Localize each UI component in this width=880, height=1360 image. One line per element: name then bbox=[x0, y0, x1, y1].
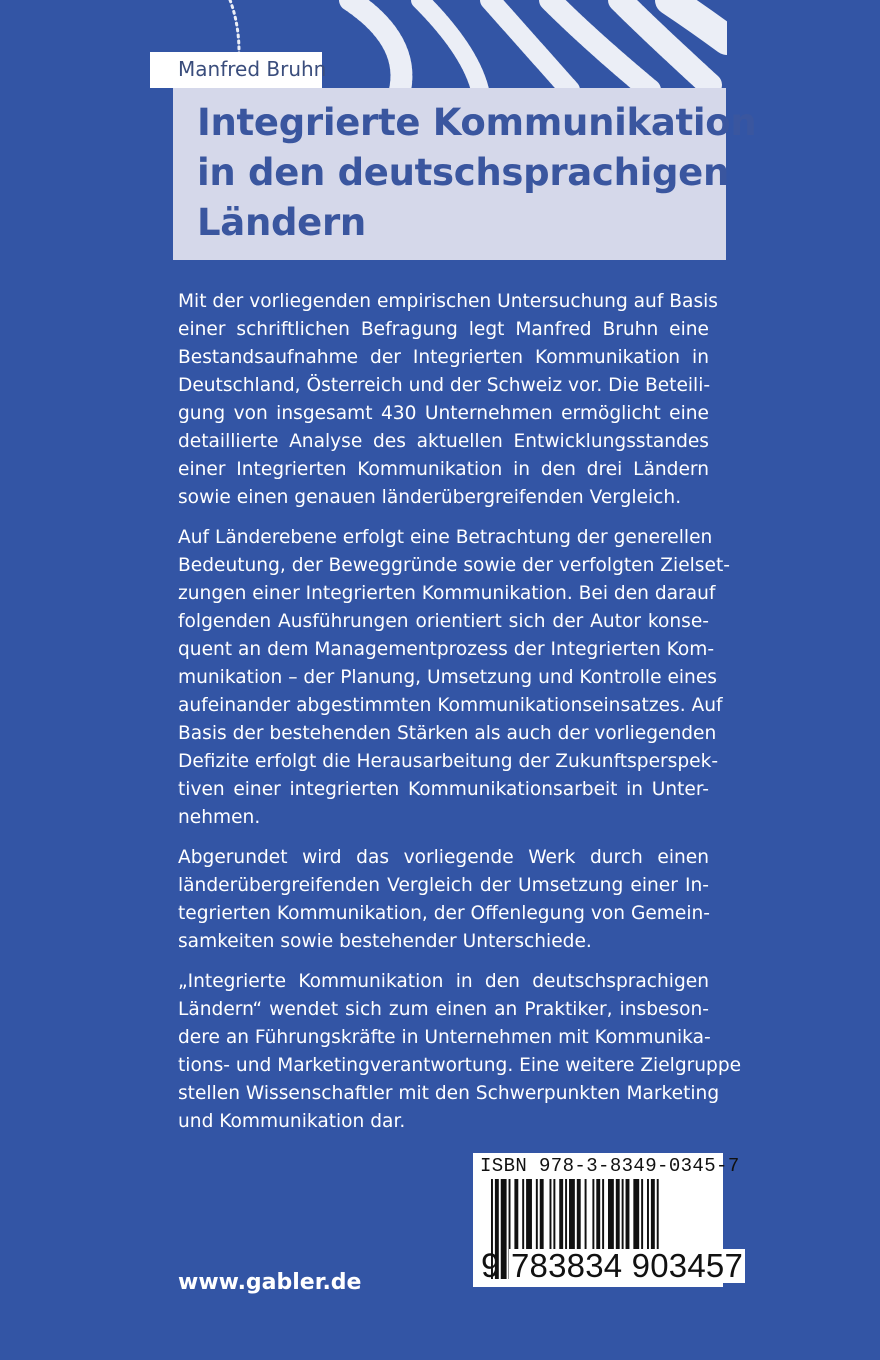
text-line: nehmen. bbox=[178, 807, 261, 828]
text-line: tegrierten Kommunikation, der Offenlegung von Gemein- bbox=[178, 903, 711, 924]
blurb-paragraph bbox=[178, 844, 709, 956]
text-line: und Kommunikation dar. bbox=[178, 1111, 406, 1132]
author-label-box bbox=[150, 52, 327, 88]
text-line: aufeinander abgestimmten Kommunikationseinsatzes. Auf bbox=[178, 695, 723, 716]
ean-digits-rest: 783834 903457 bbox=[511, 1247, 744, 1284]
barcode-bar bbox=[501, 1179, 507, 1279]
text-line: Abgerundet wird das vorliegende Werk durch einen bbox=[178, 847, 709, 868]
text-line: Mit der vorliegenden empirischen Untersuchung auf Basis bbox=[178, 291, 718, 312]
title-line: in den deutschsprachigen bbox=[197, 151, 730, 194]
text-line: samkeiten sowie bestehender Unterschiede. bbox=[178, 931, 592, 952]
author-name: Manfred Bruhn bbox=[178, 57, 327, 81]
text-line: Deutschland, Österreich und der Schweiz vor. Die Beteili- bbox=[178, 375, 711, 396]
text-line: sowie einen genauen länderübergreifenden Vergleich. bbox=[178, 487, 682, 508]
text-line: zungen einer Integrierten Kommunikation. Bei den darauf bbox=[178, 583, 716, 604]
book-title bbox=[197, 98, 756, 248]
title-line: Integrierte Kommunikation bbox=[197, 101, 757, 144]
text-line: munikation – der Planung, Umsetzung und Kontrolle eines bbox=[178, 667, 717, 688]
text-line: „Integrierte Kommunikation in den deutschsprachigen bbox=[178, 971, 709, 992]
text-line: tiven einer integrierten Kommunikationsarbeit in Unter- bbox=[178, 779, 709, 800]
ean-first-digit: 9 bbox=[481, 1247, 500, 1285]
text-line: Bestandsaufnahme der Integrierten Kommunikation in bbox=[178, 347, 709, 368]
text-line: quent an dem Managementprozess der Integrierten Kom- bbox=[178, 639, 715, 660]
text-line: einer Integrierten Kommunikation in den drei Ländern bbox=[178, 459, 709, 480]
text-line: folgenden Ausführungen orientiert sich der Autor konse- bbox=[178, 611, 709, 632]
text-line: gung von insgesamt 430 Unternehmen ermöglicht eine bbox=[178, 403, 709, 424]
text-line: stellen Wissenschaftler mit den Schwerpunkten Marketing bbox=[178, 1083, 720, 1104]
title-line: Ländern bbox=[197, 201, 366, 244]
text-line: Defizite erfolgt die Herausarbeitung der Zukunftsperspek- bbox=[178, 751, 719, 772]
text-line: detaillierte Analyse des aktuellen Entwicklungsstandes bbox=[178, 431, 709, 452]
blurb-paragraph bbox=[178, 524, 730, 832]
text-line: tions- und Marketingverantwortung. Eine weitere Zielgruppe bbox=[178, 1055, 742, 1076]
isbn-barcode bbox=[473, 1153, 744, 1287]
blurb-paragraph bbox=[178, 968, 742, 1136]
text-line: dere an Führungskräfte in Unternehmen mit Kommunika- bbox=[178, 1027, 711, 1048]
blurb-text bbox=[178, 288, 742, 1148]
text-line: Bedeutung, der Beweggründe sowie der verfolgten Zielset- bbox=[178, 555, 730, 576]
isbn-label: ISBN 978-3-8349-0345-7 bbox=[480, 1155, 740, 1177]
text-line: Basis der bestehenden Stärken als auch der vorliegenden bbox=[178, 723, 717, 744]
publisher-url[interactable]: www.gabler.de bbox=[178, 1270, 362, 1295]
text-line: länderübergreifenden Vergleich der Umsetzung einer In- bbox=[178, 875, 709, 896]
text-line: einer schriftlichen Befragung legt Manfred Bruhn eine bbox=[178, 319, 709, 340]
text-line: Ländern“ wendet sich zum einen an Praktiker, insbeson- bbox=[178, 999, 709, 1020]
blurb-paragraph bbox=[178, 288, 718, 512]
text-line: Auf Länderebene erfolgt eine Betrachtung der generellen bbox=[178, 527, 713, 548]
title-box bbox=[173, 88, 757, 260]
